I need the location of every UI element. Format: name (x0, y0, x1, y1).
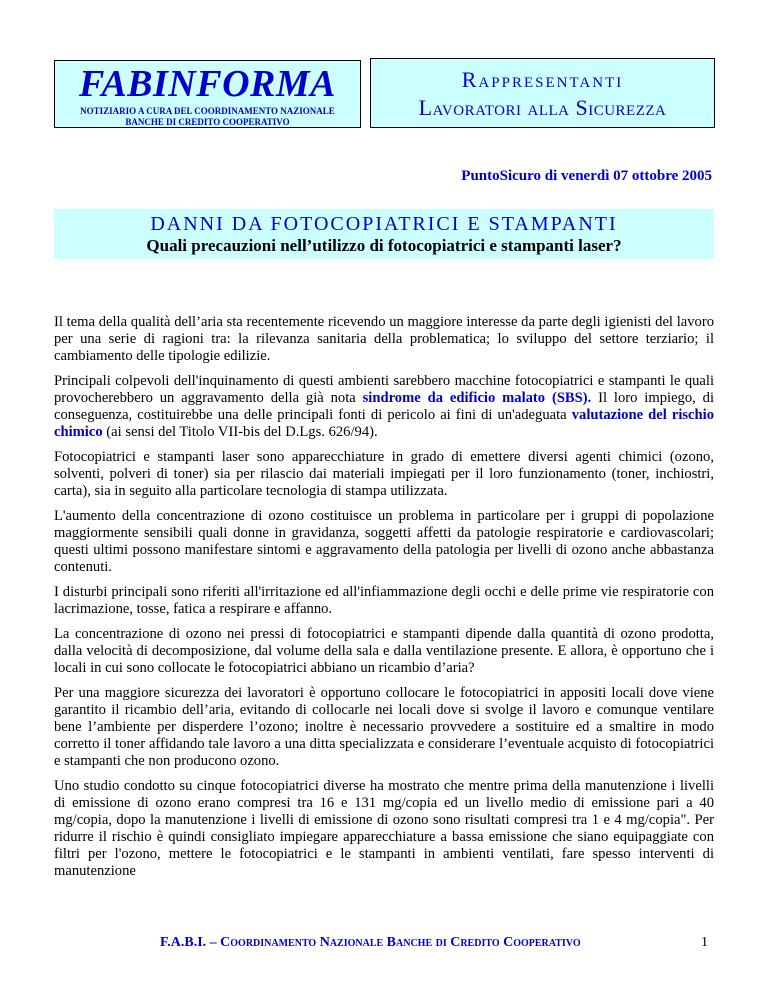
brand-subtitle-line2: BANCHE DI CREDITO COOPERATIVO (125, 116, 290, 127)
article-title-box (54, 209, 714, 259)
section-title-line1: Rappresentanti (461, 67, 624, 92)
paragraph-2-text-a: Principali colpevoli dell'inquinamento di questi ambienti sarebbero macchine fotocopiatrici e stampanti le quali provocherebbero un aggravamento della già nota (54, 373, 714, 406)
paragraph-2-text-b: Il loro impiego, di conseguenza, costituirebbe una delle principali fonti di pericolo ai fini di un'adeguata (54, 390, 714, 423)
paragraph-4: L'aumento della concentrazione di ozono costituisce un problema in particolare per i gruppi di popolazione maggiormente sensibili quali donne in gravidanza, soggetti affetti da patologie respiratorie e cardiovascolari; questi ultimi possono manifestare sintomi e aggravamento della patologia per livelli di ozono anche abbastanza contenuti. (54, 508, 714, 575)
article-title: DANNI DA FOTOCOPIATRICI E STAMPANTI (150, 213, 618, 235)
paragraph-5: I disturbi principali sono riferiti all'irritazione ed all'infiammazione degli occhi e delle prime vie respiratorie con lacrimazione, tosse, fatica a respirare e affanno. (54, 584, 714, 617)
paragraph-2-text-c: (ai sensi del Titolo VII-bis del D.Lgs. 626/94). (102, 424, 378, 440)
paragraph-6: La concentrazione di ozono nei pressi di fotocopiatrici e stampanti dipende dalla quantità di ozono prodotta, dalla velocità di decomposizione, dal volume della sala e dalla ventilazione presente. E allora, è opportuno che i locali in cui sono collocate le fotocopiatrici abbiano un ricambio d’aria? (54, 626, 714, 676)
article-body (54, 314, 714, 888)
paragraph-8: Uno studio condotto su cinque fotocopiatrici diverse ha mostrato che mentre prima della manutenzione i livelli di emissione di ozono erano compresi tra 16 e 131 mg/copia ed un livello medio di emissione pari a 40 mg/copia, dopo la manutenzione i livelli di emissione di ozono sono risultati compresi tra 1 e 4 mg/copia". Per ridurre il rischio è quindi consigliato impiegare apparecchiature a bassa emissione che siano equipaggiate con filtri per l'ozono, mettere le fotocopiatrici e le stampanti in ambienti ventilati, fare spesso interventi di manutenzione (54, 778, 714, 879)
page-number: 1 (701, 935, 708, 950)
paragraph-7: Per una maggiore sicurezza dei lavoratori è opportuno collocare le fotocopiatrici in appositi locali dove viene garantito il ricambio dell’aria, evitando di collocarle nei locali dove si svolge il lavoro e comunque ventilare bene l’ambiente per disperdere l’ozono; inoltre è necessario provvedere a sostituire ed a smaltire in modo corretto il toner affidando tale lavoro a una ditta specializzata e considerare l’eventuale acquisto di fotocopiatrici e stampanti che non producono ozono. (54, 685, 714, 769)
brand-title: FABINFORMA (78, 63, 337, 105)
source-date: PuntoSicuro di venerdì 07 ottobre 2005 (461, 168, 712, 184)
brand-subtitle-line1: NOTIZIARIO A CURA DEL COORDINAMENTO NAZIONALE (80, 106, 335, 116)
paragraph-3: Fotocopiatrici e stampanti laser sono apparecchiature in grado di emettere diversi agenti chimici (ozono, solventi, polveri di toner) sia per rilascio dai materiali impiegati per il loro funzionamento (toner, inchiostri, carta), sia in seguito alla particolare tecnologia di stampa utilizzata. (54, 449, 714, 499)
chemical-risk-link[interactable]: valutazione del rischio chimico (54, 407, 715, 440)
brand-subtitle (55, 106, 360, 127)
article-subtitle: Quali precauzioni nell’utilizzo di fotocopiatrici e stampanti laser? (146, 236, 622, 255)
paragraph-1: Il tema della qualità dell’aria sta recentemente ricevendo un maggiore interesse da parte degli igienisti del lavoro per una serie di ragioni tra: la rilevanza sanitaria della problematica; lo sviluppo del settore terziario; il cambiamento delle tipologie edilizie. (54, 314, 714, 364)
sbs-link[interactable]: sindrome da edificio malato (SBS). (362, 390, 592, 406)
section-title-line2: Lavoratori alla Sicurezza (418, 95, 667, 120)
masthead-logo-box (54, 60, 361, 128)
paragraph-2 (54, 373, 714, 441)
masthead-section-box (370, 58, 715, 128)
footer-text: F.A.B.I. – Coordinamento Nazionale Banche di Credito Cooperativo (160, 935, 581, 950)
